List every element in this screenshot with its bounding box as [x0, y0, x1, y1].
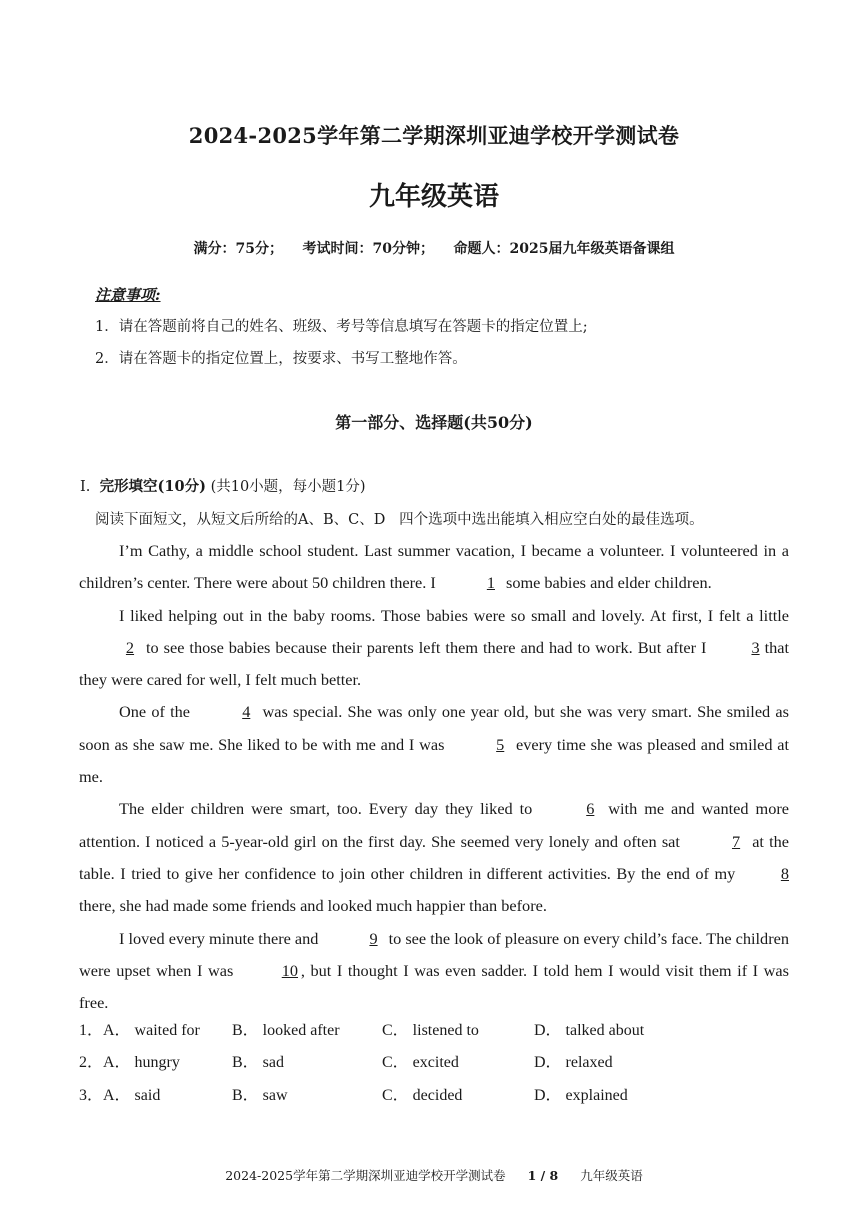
option-c: C． excited [382, 1054, 459, 1072]
option-d: D． talked about [534, 1022, 645, 1039]
blank-1: 1 [486, 573, 495, 593]
page-footer [0, 1166, 868, 1184]
option-d: D． relaxed [534, 1054, 613, 1072]
option-b: B． looked after [232, 1022, 340, 1039]
section-number: I. [80, 479, 91, 495]
question-number: 1． [79, 1022, 104, 1039]
blank-7: 7 [731, 831, 741, 851]
passage-paragraph-2 [79, 600, 789, 697]
passage-paragraph-1 [79, 535, 789, 600]
option-a: A． waited for [103, 1022, 200, 1039]
note-item-1: 1．请在答题前将自己的姓名、班级、考号等信息填写在答题卡的指定位置上; [95, 319, 588, 335]
passage-paragraph-5 [79, 923, 789, 1020]
passage-text: at the table. I tried to give her confidence to join other children in different activities. By the end of my [79, 831, 789, 883]
question-row-3 [79, 1082, 779, 1114]
cloze-passage [79, 535, 789, 1019]
section-instruction: 阅读下面短文，从短文后所给的A、B、C、D 四个选项中选出能填入相应空白处的最佳选项。 [95, 512, 704, 528]
footer-subject: 九年级英语 [580, 1168, 643, 1183]
section-detail: (共10小题，每小题1分) [210, 479, 366, 495]
passage-text: there, she had made some friends and looked much happier than before. [79, 896, 547, 916]
option-c: C． listened to [382, 1022, 479, 1039]
option-a: A． hungry [103, 1054, 180, 1072]
option-d: D． explained [534, 1086, 628, 1104]
question-options [79, 1017, 779, 1114]
blank-2: 2 [125, 637, 135, 657]
blank-5: 5 [496, 734, 505, 754]
page-number: 1 / 8 [527, 1168, 559, 1183]
blank-3: 3 [751, 637, 760, 657]
passage-text: that they were cared for well, I felt much better. [79, 637, 790, 690]
passage-paragraph-4 [79, 793, 789, 922]
passage-text: The elder children were smart, too. Every day they liked to [119, 799, 540, 819]
passage-text: One of the [119, 702, 196, 722]
option-b: B． sad [232, 1054, 285, 1072]
footer-exam-name: 2024-2025学年第二学期深圳亚迪学校开学测试卷 [225, 1168, 506, 1183]
passage-text: I liked helping out in the baby rooms. Those babies were so small and lovely. At first, I felt a little [119, 605, 789, 625]
passage-text: I’m Cathy, a middle school student. Last summer vacation, I became a volunteer. I volunteered in a children’s center. There were about 50 children there. I [79, 541, 789, 593]
question-row-1 [79, 1017, 779, 1049]
notes-heading: 注意事项: [95, 286, 161, 304]
exam-title: 2024-2025学年第二学期深圳亚迪学校开学测试卷 [188, 123, 680, 148]
passage-text: , but I thought I was even sadder. I told hem I would visit them if I was free. [79, 960, 789, 1013]
blank-6: 6 [586, 799, 595, 819]
passage-text: with me and wanted more attention. I noticed a 5-year-old girl on the first day. She seemed very lonely and often sat [79, 799, 789, 851]
blank-10: 10 [281, 960, 299, 980]
question-number: 3． [79, 1086, 104, 1104]
passage-text: was special. She was only one year old, but she was very smart. She smiled as soon as she saw me. She liked to be with me and I was [79, 702, 789, 754]
section-name: 完形填空(10分) [99, 478, 206, 495]
blank-8: 8 [780, 863, 789, 883]
passage-text: I loved every minute there and [119, 928, 323, 948]
passage-text: some babies and elder children. [501, 573, 712, 593]
subject-title: 九年级英语 [368, 182, 499, 212]
blank-4: 4 [242, 702, 251, 722]
passage-paragraph-3 [79, 696, 789, 793]
option-b: B． saw [232, 1086, 288, 1104]
note-item-2: 2．请在答题卡的指定位置上，按要求、书写工整地作答。 [95, 351, 467, 367]
question-row-2 [79, 1049, 779, 1081]
passage-text: every time she was pleased and smiled at me. [79, 734, 790, 787]
question-number: 2． [79, 1054, 104, 1072]
section-heading [80, 475, 366, 496]
blank-9: 9 [369, 928, 378, 948]
passage-text: to see the look of pleasure on every child’s face. The children were upset when I was [79, 928, 789, 980]
passage-text: to see those babies because their parents left them there and had to work. But after I [141, 637, 712, 657]
option-a: A． said [103, 1086, 161, 1104]
part-title: 第一部分、选择题(共50分) [335, 413, 533, 432]
exam-info: 满分：75分； 考试时间：70分钟； 命题人：2025届九年级英语备课组 [193, 241, 675, 257]
option-c: C． decided [382, 1086, 463, 1104]
